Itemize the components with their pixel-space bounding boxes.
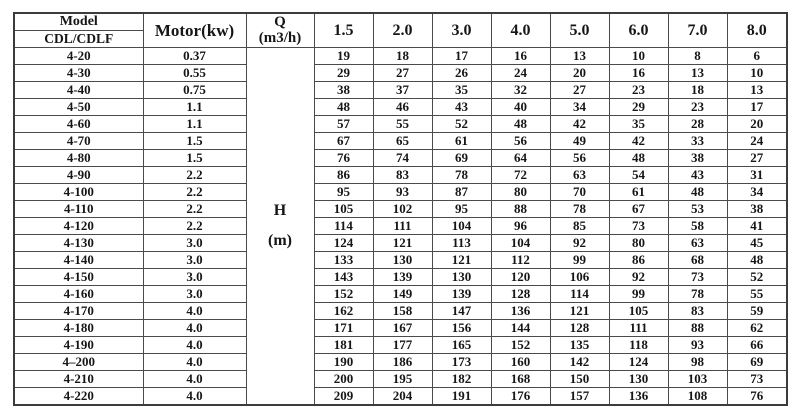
head-value-cell: 139 [432, 286, 491, 303]
head-value-cell: 48 [668, 184, 727, 201]
head-value-cell: 195 [373, 371, 432, 388]
head-value-cell: 86 [609, 252, 668, 269]
table-row [14, 320, 787, 337]
head-value-cell: 200 [314, 371, 373, 388]
head-value-cell: 92 [550, 235, 609, 252]
model-cell: 4-210 [14, 371, 143, 388]
motor-power-cell: 1.5 [143, 150, 246, 167]
motor-power-cell: 0.75 [143, 82, 246, 99]
head-value-cell: 165 [432, 337, 491, 354]
head-value-cell: 142 [550, 354, 609, 371]
table-row [14, 269, 787, 286]
flow-value-header: 1.5 [314, 13, 373, 48]
head-value-cell: 58 [668, 218, 727, 235]
head-value-cell: 45 [727, 235, 787, 252]
head-value-cell: 16 [491, 48, 550, 65]
motor-power-cell: 2.2 [143, 167, 246, 184]
head-value-cell: 162 [314, 303, 373, 320]
head-value-cell: 168 [491, 371, 550, 388]
model-cell: 4-180 [14, 320, 143, 337]
head-value-cell: 34 [727, 184, 787, 201]
head-value-cell: 150 [550, 371, 609, 388]
head-value-cell: 62 [727, 320, 787, 337]
model-cell: 4-110 [14, 201, 143, 218]
head-value-cell: 27 [373, 65, 432, 82]
motor-power-cell: 4.0 [143, 320, 246, 337]
head-value-cell: 93 [668, 337, 727, 354]
head-value-cell: 42 [550, 116, 609, 133]
model-cell: 4-170 [14, 303, 143, 320]
head-value-cell: 209 [314, 388, 373, 406]
head-value-cell: 59 [727, 303, 787, 320]
head-value-cell: 8 [668, 48, 727, 65]
head-value-cell: 76 [314, 150, 373, 167]
head-value-cell: 130 [373, 252, 432, 269]
flow-value-header: 6.0 [609, 13, 668, 48]
head-value-cell: 112 [491, 252, 550, 269]
head-value-cell: 85 [550, 218, 609, 235]
head-value-cell: 61 [432, 133, 491, 150]
motor-power-cell: 1.1 [143, 99, 246, 116]
head-value-cell: 74 [373, 150, 432, 167]
head-value-cell: 55 [373, 116, 432, 133]
table-row [14, 354, 787, 371]
head-value-cell: 37 [373, 82, 432, 99]
flow-value-header: 5.0 [550, 13, 609, 48]
head-value-cell: 157 [550, 388, 609, 406]
model-cell: 4-60 [14, 116, 143, 133]
table-row [14, 337, 787, 354]
head-value-cell: 204 [373, 388, 432, 406]
head-value-cell: 73 [609, 218, 668, 235]
head-value-cell: 27 [727, 150, 787, 167]
head-value-cell: 46 [373, 99, 432, 116]
head-value-cell: 70 [550, 184, 609, 201]
table-row [14, 82, 787, 99]
head-value-cell: 10 [727, 65, 787, 82]
head-value-cell: 83 [668, 303, 727, 320]
head-value-cell: 86 [314, 167, 373, 184]
head-value-cell: 78 [550, 201, 609, 218]
head-value-cell: 88 [668, 320, 727, 337]
head-value-cell: 57 [314, 116, 373, 133]
model-cell: 4-140 [14, 252, 143, 269]
head-value-cell: 13 [727, 82, 787, 99]
flow-value-header: 3.0 [432, 13, 491, 48]
head-value-cell: 136 [491, 303, 550, 320]
head-value-cell: 10 [609, 48, 668, 65]
table-row [14, 167, 787, 184]
head-value-cell: 32 [491, 82, 550, 99]
flow-value-header: 4.0 [491, 13, 550, 48]
motor-power-cell: 4.0 [143, 337, 246, 354]
head-value-cell: 147 [432, 303, 491, 320]
head-value-cell: 23 [668, 99, 727, 116]
head-value-cell: 113 [432, 235, 491, 252]
model-cell: 4-80 [14, 150, 143, 167]
head-value-cell: 83 [373, 167, 432, 184]
head-value-cell: 48 [314, 99, 373, 116]
motor-power-cell: 3.0 [143, 235, 246, 252]
head-value-cell: 173 [432, 354, 491, 371]
head-value-cell: 35 [432, 82, 491, 99]
head-value-cell: 56 [550, 150, 609, 167]
flow-value-header: 8.0 [727, 13, 787, 48]
head-value-cell: 104 [432, 218, 491, 235]
head-value-cell: 87 [432, 184, 491, 201]
head-value-cell: 20 [727, 116, 787, 133]
head-value-cell: 121 [550, 303, 609, 320]
table-row [14, 133, 787, 150]
model-cell: 4-20 [14, 48, 143, 65]
head-value-cell: 124 [609, 354, 668, 371]
head-value-cell: 13 [668, 65, 727, 82]
table-row [14, 184, 787, 201]
head-value-cell: 43 [432, 99, 491, 116]
head-value-cell: 158 [373, 303, 432, 320]
head-value-cell: 182 [432, 371, 491, 388]
flow-value-header: 2.0 [373, 13, 432, 48]
model-series-label: CDL/CDLF [14, 31, 143, 48]
motor-power-cell: 1.1 [143, 116, 246, 133]
head-value-cell: 144 [491, 320, 550, 337]
head-value-cell: 78 [668, 286, 727, 303]
model-cell: 4-90 [14, 167, 143, 184]
model-cell: 4-190 [14, 337, 143, 354]
motor-column-header: Motor(kw) [143, 13, 246, 48]
model-cell: 4-30 [14, 65, 143, 82]
head-value-cell: 72 [491, 167, 550, 184]
head-value-cell: 73 [727, 371, 787, 388]
head-value-cell: 135 [550, 337, 609, 354]
flow-column-header [246, 13, 314, 48]
table-row [14, 201, 787, 218]
motor-power-cell: 3.0 [143, 286, 246, 303]
flow-unit: (m3/h) [258, 29, 302, 46]
head-value-cell: 88 [491, 201, 550, 218]
head-value-cell: 118 [609, 337, 668, 354]
motor-power-cell: 2.2 [143, 201, 246, 218]
head-value-cell: 27 [550, 82, 609, 99]
model-column-title: Model [14, 13, 143, 31]
head-value-cell: 69 [727, 354, 787, 371]
head-value-cell: 111 [609, 320, 668, 337]
head-value-cell: 80 [491, 184, 550, 201]
motor-power-cell: 2.2 [143, 218, 246, 235]
head-value-cell: 176 [491, 388, 550, 406]
head-value-cell: 149 [373, 286, 432, 303]
head-value-cell: 120 [491, 269, 550, 286]
head-value-cell: 186 [373, 354, 432, 371]
head-value-cell: 95 [314, 184, 373, 201]
head-value-cell: 181 [314, 337, 373, 354]
head-value-cell: 17 [432, 48, 491, 65]
head-value-cell: 128 [550, 320, 609, 337]
head-value-cell: 102 [373, 201, 432, 218]
head-value-cell: 66 [727, 337, 787, 354]
head-value-cell: 80 [609, 235, 668, 252]
head-value-cell: 152 [491, 337, 550, 354]
head-value-cell: 171 [314, 320, 373, 337]
model-cell: 4-70 [14, 133, 143, 150]
head-value-cell: 29 [609, 99, 668, 116]
head-value-cell: 156 [432, 320, 491, 337]
head-value-cell: 98 [668, 354, 727, 371]
table-row [14, 65, 787, 82]
head-value-cell: 108 [668, 388, 727, 406]
table-row [14, 371, 787, 388]
motor-power-cell: 4.0 [143, 371, 246, 388]
head-value-cell: 128 [491, 286, 550, 303]
head-value-cell: 18 [373, 48, 432, 65]
table-row [14, 99, 787, 116]
head-value-cell: 16 [609, 65, 668, 82]
head-value-cell: 78 [432, 167, 491, 184]
motor-power-cell: 0.55 [143, 65, 246, 82]
table-header [14, 13, 787, 48]
motor-power-cell: 1.5 [143, 133, 246, 150]
head-value-cell: 139 [373, 269, 432, 286]
head-value-cell: 133 [314, 252, 373, 269]
flow-value-header: 7.0 [668, 13, 727, 48]
head-value-cell: 143 [314, 269, 373, 286]
head-value-cell: 49 [550, 133, 609, 150]
motor-power-cell: 3.0 [143, 269, 246, 286]
head-value-cell: 93 [373, 184, 432, 201]
head-value-cell: 48 [727, 252, 787, 269]
model-cell: 4-40 [14, 82, 143, 99]
head-value-cell: 26 [432, 65, 491, 82]
table-row [14, 235, 787, 252]
table-row [14, 116, 787, 133]
head-value-cell: 191 [432, 388, 491, 406]
model-cell: 4-220 [14, 388, 143, 406]
model-cell: 4-130 [14, 235, 143, 252]
head-value-cell: 61 [609, 184, 668, 201]
head-value-cell: 38 [668, 150, 727, 167]
head-value-cell: 99 [609, 286, 668, 303]
head-value-cell: 24 [727, 133, 787, 150]
head-value-cell: 69 [432, 150, 491, 167]
motor-power-cell: 3.0 [143, 252, 246, 269]
head-value-cell: 63 [668, 235, 727, 252]
head-value-cell: 63 [550, 167, 609, 184]
motor-power-cell: 0.37 [143, 48, 246, 65]
head-value-cell: 105 [609, 303, 668, 320]
head-value-cell: 54 [609, 167, 668, 184]
head-value-cell: 130 [609, 371, 668, 388]
table-row [14, 303, 787, 320]
table-row [14, 218, 787, 235]
head-value-cell: 13 [550, 48, 609, 65]
head-value-cell: 43 [668, 167, 727, 184]
head-value-cell: 92 [609, 269, 668, 286]
header-row-1 [14, 13, 787, 31]
head-value-cell: 20 [550, 65, 609, 82]
head-value-cell: 33 [668, 133, 727, 150]
motor-power-cell: 2.2 [143, 184, 246, 201]
pump-spec-table [13, 12, 788, 406]
motor-power-cell: 4.0 [143, 303, 246, 320]
head-value-cell: 52 [432, 116, 491, 133]
head-value-cell: 65 [373, 133, 432, 150]
head-value-cell: 96 [491, 218, 550, 235]
head-value-cell: 95 [432, 201, 491, 218]
head-value-cell: 28 [668, 116, 727, 133]
head-value-cell: 67 [609, 201, 668, 218]
head-value-cell: 114 [550, 286, 609, 303]
head-value-cell: 160 [491, 354, 550, 371]
model-cell: 4-50 [14, 99, 143, 116]
head-value-cell: 167 [373, 320, 432, 337]
model-cell: 4-160 [14, 286, 143, 303]
head-value-cell: 52 [727, 269, 787, 286]
head-value-cell: 23 [609, 82, 668, 99]
head-value-cell: 18 [668, 82, 727, 99]
head-value-cell: 48 [491, 116, 550, 133]
head-value-cell: 34 [550, 99, 609, 116]
head-value-cell: 42 [609, 133, 668, 150]
model-cell: 4–200 [14, 354, 143, 371]
head-value-cell: 177 [373, 337, 432, 354]
head-value-cell: 68 [668, 252, 727, 269]
table-row [14, 252, 787, 269]
head-value-cell: 41 [727, 218, 787, 235]
head-value-cell: 38 [727, 201, 787, 218]
head-value-cell: 38 [314, 82, 373, 99]
head-unit: (m) [268, 232, 292, 249]
head-value-cell: 190 [314, 354, 373, 371]
head-value-cell: 121 [432, 252, 491, 269]
head-value-cell: 35 [609, 116, 668, 133]
head-value-cell: 105 [314, 201, 373, 218]
head-value-cell: 73 [668, 269, 727, 286]
motor-power-cell: 4.0 [143, 354, 246, 371]
head-value-cell: 114 [314, 218, 373, 235]
head-value-cell: 6 [727, 48, 787, 65]
model-cell: 4-100 [14, 184, 143, 201]
head-value-cell: 111 [373, 218, 432, 235]
head-value-cell: 24 [491, 65, 550, 82]
head-value-cell: 56 [491, 133, 550, 150]
head-value-cell: 48 [609, 150, 668, 167]
flow-symbol: Q [274, 13, 286, 30]
head-value-cell: 152 [314, 286, 373, 303]
head-value-cell: 130 [432, 269, 491, 286]
motor-power-cell: 4.0 [143, 388, 246, 406]
head-value-cell: 121 [373, 235, 432, 252]
head-value-cell: 40 [491, 99, 550, 116]
table-body [14, 48, 787, 406]
head-value-cell: 55 [727, 286, 787, 303]
head-value-cell: 104 [491, 235, 550, 252]
model-cell: 4-150 [14, 269, 143, 286]
head-value-cell: 136 [609, 388, 668, 406]
head-unit-cell [246, 48, 314, 406]
head-value-cell: 76 [727, 388, 787, 406]
head-value-cell: 124 [314, 235, 373, 252]
table-row [14, 286, 787, 303]
model-cell: 4-120 [14, 218, 143, 235]
head-value-cell: 67 [314, 133, 373, 150]
head-symbol: H [273, 202, 287, 219]
head-value-cell: 99 [550, 252, 609, 269]
head-value-cell: 106 [550, 269, 609, 286]
head-value-cell: 64 [491, 150, 550, 167]
table-row [14, 388, 787, 406]
head-value-cell: 31 [727, 167, 787, 184]
head-value-cell: 17 [727, 99, 787, 116]
head-value-cell: 53 [668, 201, 727, 218]
head-value-cell: 29 [314, 65, 373, 82]
table-row [14, 48, 787, 65]
head-value-cell: 103 [668, 371, 727, 388]
head-value-cell: 19 [314, 48, 373, 65]
table-row [14, 150, 787, 167]
